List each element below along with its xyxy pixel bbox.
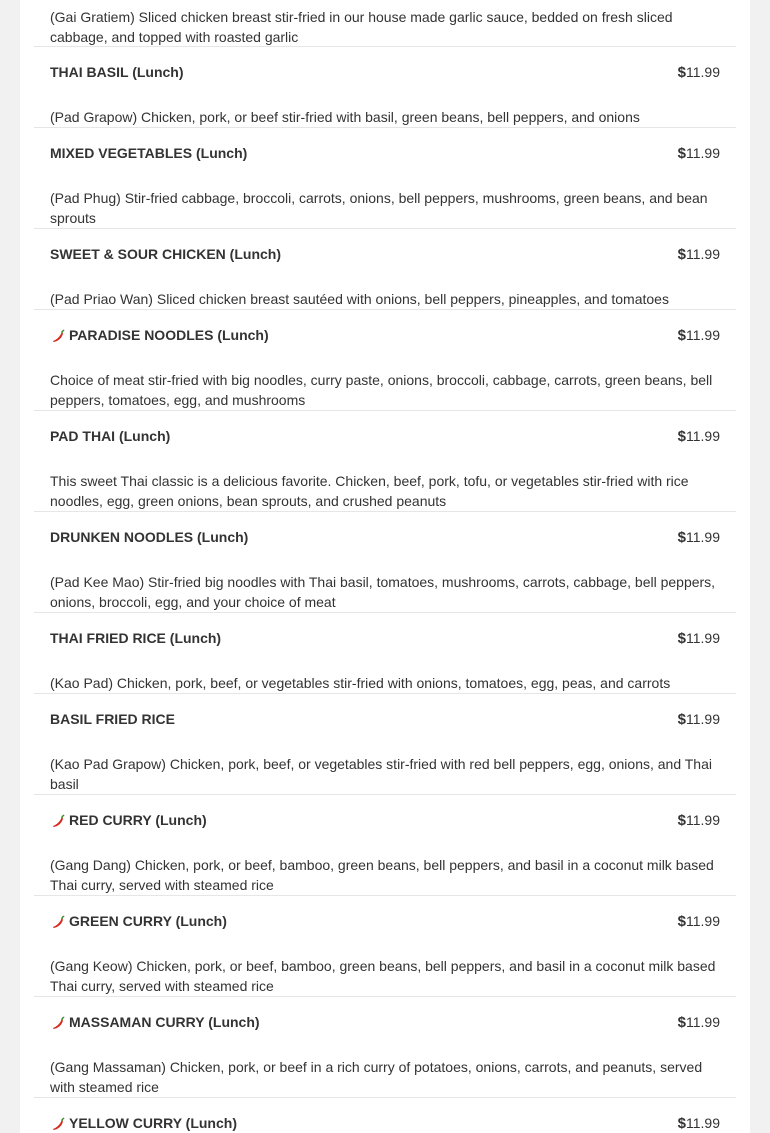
menu-item-description: (Kao Pad Grapow) Chicken, pork, beef, or vegetables stir-fried with red bell peppers, egg, onions, and Thai basil bbox=[50, 756, 712, 792]
menu-item[interactable] bbox=[34, 794, 736, 895]
price-value: 11.99 bbox=[686, 1115, 720, 1131]
price-value: 11.99 bbox=[686, 246, 720, 262]
currency-symbol: $ bbox=[677, 1014, 686, 1031]
menu-item-name bbox=[50, 427, 170, 445]
menu-item-name bbox=[50, 811, 207, 829]
menu-item-name bbox=[50, 63, 184, 81]
price-value: 11.99 bbox=[686, 1014, 720, 1030]
menu-item-description: This sweet Thai classic is a delicious favorite. Chicken, beef, pork, tofu, or vegetables stir-fried with rice noodles, egg, green onions, bean sprouts, and crushed peanuts bbox=[50, 473, 689, 509]
chili-pepper-icon bbox=[50, 1115, 66, 1131]
menu-item-name-text: BASIL FRIED RICE bbox=[50, 711, 175, 727]
price-value: 11.99 bbox=[686, 64, 720, 80]
currency-symbol: $ bbox=[677, 529, 686, 546]
menu-item[interactable] bbox=[34, 127, 736, 228]
menu-item-price bbox=[678, 811, 720, 830]
menu-item-description: (Pad Kee Mao) Stir-fried big noodles with Thai basil, tomatoes, mushrooms, carrots, cabbage, bell peppers, onions, broccoli, egg, and your choice of meat bbox=[50, 574, 716, 610]
menu-item-price bbox=[678, 629, 720, 648]
chili-pepper-icon bbox=[50, 327, 66, 343]
price-value: 11.99 bbox=[686, 529, 720, 545]
item-description: (Gai Gratiem) Sliced chicken breast stir-fried in our house made garlic sauce, bedded on fresh sliced cabbage, and topped with roasted garlic bbox=[50, 9, 673, 45]
menu-item-name bbox=[50, 144, 247, 162]
menu-item-description: (Gang Keow) Chicken, pork, or beef, bamboo, green beans, bell peppers, and basil in a coconut milk based Thai curry, served with steamed rice bbox=[50, 958, 716, 994]
price-value: 11.99 bbox=[686, 327, 720, 343]
menu-item-name-text: SWEET & SOUR CHICKEN (Lunch) bbox=[50, 246, 281, 262]
menu-item[interactable] bbox=[34, 511, 736, 612]
chili-pepper-icon bbox=[50, 812, 66, 828]
currency-symbol: $ bbox=[677, 64, 686, 81]
menu-item-name-text: MASSAMAN CURRY (Lunch) bbox=[69, 1014, 260, 1030]
currency-symbol: $ bbox=[677, 327, 686, 344]
price-value: 11.99 bbox=[686, 711, 720, 727]
price-value: 11.99 bbox=[686, 145, 720, 161]
menu-item-description: (Pad Phug) Stir-fried cabbage, broccoli, carrots, onions, bell peppers, mushrooms, green beans, and bean sprouts bbox=[50, 190, 708, 226]
menu-item-price bbox=[678, 326, 720, 345]
menu-item-name-text: RED CURRY (Lunch) bbox=[69, 812, 207, 828]
menu-item[interactable] bbox=[34, 410, 736, 511]
menu-item[interactable] bbox=[34, 228, 736, 309]
currency-symbol: $ bbox=[677, 1115, 686, 1132]
menu-item-name-text: THAI BASIL (Lunch) bbox=[50, 64, 184, 80]
menu-item-name bbox=[50, 629, 221, 647]
menu-item-description: (Pad Priao Wan) Sliced chicken breast sautéed with onions, bell peppers, pineapples, and tomatoes bbox=[50, 291, 669, 307]
price-value: 11.99 bbox=[686, 428, 720, 444]
menu-item-name-text: THAI FRIED RICE (Lunch) bbox=[50, 630, 222, 646]
menu-item[interactable] bbox=[34, 996, 736, 1097]
menu-item-description: Choice of meat stir-fried with big noodles, curry paste, onions, broccoli, cabbage, carrots, green beans, bell peppers, tomatoes, egg, and mushrooms bbox=[50, 372, 713, 408]
currency-symbol: $ bbox=[677, 428, 686, 445]
menu-item-price bbox=[678, 912, 720, 931]
currency-symbol: $ bbox=[677, 711, 686, 728]
menu-item-price bbox=[678, 1013, 720, 1032]
menu-item-price bbox=[678, 1114, 720, 1133]
currency-symbol: $ bbox=[677, 246, 686, 263]
menu-item[interactable] bbox=[34, 693, 736, 794]
menu-item-price bbox=[678, 63, 720, 82]
menu-item[interactable] bbox=[34, 309, 736, 410]
menu-item-price bbox=[678, 528, 720, 547]
menu-item-price bbox=[678, 144, 720, 163]
menu-item[interactable] bbox=[34, 895, 736, 996]
currency-symbol: $ bbox=[677, 812, 686, 829]
menu-item[interactable] bbox=[34, 612, 736, 693]
currency-symbol: $ bbox=[677, 145, 686, 162]
menu-item-name bbox=[50, 245, 281, 263]
price-value: 11.99 bbox=[686, 630, 720, 646]
menu-item[interactable] bbox=[34, 1097, 736, 1133]
menu-item-price bbox=[678, 427, 720, 446]
menu-item-name bbox=[50, 710, 175, 728]
menu-item-price bbox=[678, 710, 720, 729]
menu-item-name-text: YELLOW CURRY (Lunch) bbox=[69, 1115, 237, 1131]
menu-item-name-text: PARADISE NOODLES (Lunch) bbox=[69, 327, 269, 343]
menu-item-name bbox=[50, 912, 227, 930]
menu-item-description: (Kao Pad) Chicken, pork, beef, or vegetables stir-fried with onions, tomatoes, egg, peas, and carrots bbox=[50, 675, 671, 691]
menu-item-name bbox=[50, 1013, 260, 1031]
menu-item-name-text: GREEN CURRY (Lunch) bbox=[69, 913, 227, 929]
chili-pepper-icon bbox=[50, 913, 66, 929]
menu-item-name bbox=[50, 326, 269, 344]
menu-item-name-text: DRUNKEN NOODLES (Lunch) bbox=[50, 529, 249, 545]
menu-item-name-text: MIXED VEGETABLES (Lunch) bbox=[50, 145, 248, 161]
price-value: 11.99 bbox=[686, 913, 720, 929]
price-value: 11.99 bbox=[686, 812, 720, 828]
menu-item[interactable] bbox=[34, 46, 736, 127]
chili-pepper-icon bbox=[50, 1014, 66, 1030]
menu-card bbox=[20, 0, 750, 1133]
menu-item-price bbox=[678, 245, 720, 264]
currency-symbol: $ bbox=[677, 630, 686, 647]
menu-item-description: (Gang Massaman) Chicken, pork, or beef in a rich curry of potatoes, onions, carrots, and peanuts, served with steamed rice bbox=[50, 1059, 703, 1095]
menu-item-name bbox=[50, 1114, 237, 1132]
menu-item-name bbox=[50, 528, 248, 546]
menu-item-name-text: PAD THAI (Lunch) bbox=[50, 428, 171, 444]
menu-item-description: (Gang Dang) Chicken, pork, or beef, bamboo, green beans, bell peppers, and basil in a coconut milk based Thai curry, served with steamed rice bbox=[50, 857, 714, 893]
currency-symbol: $ bbox=[677, 913, 686, 930]
menu-item-description: (Pad Grapow) Chicken, pork, or beef stir-fried with basil, green beans, bell peppers, and onions bbox=[50, 109, 640, 125]
